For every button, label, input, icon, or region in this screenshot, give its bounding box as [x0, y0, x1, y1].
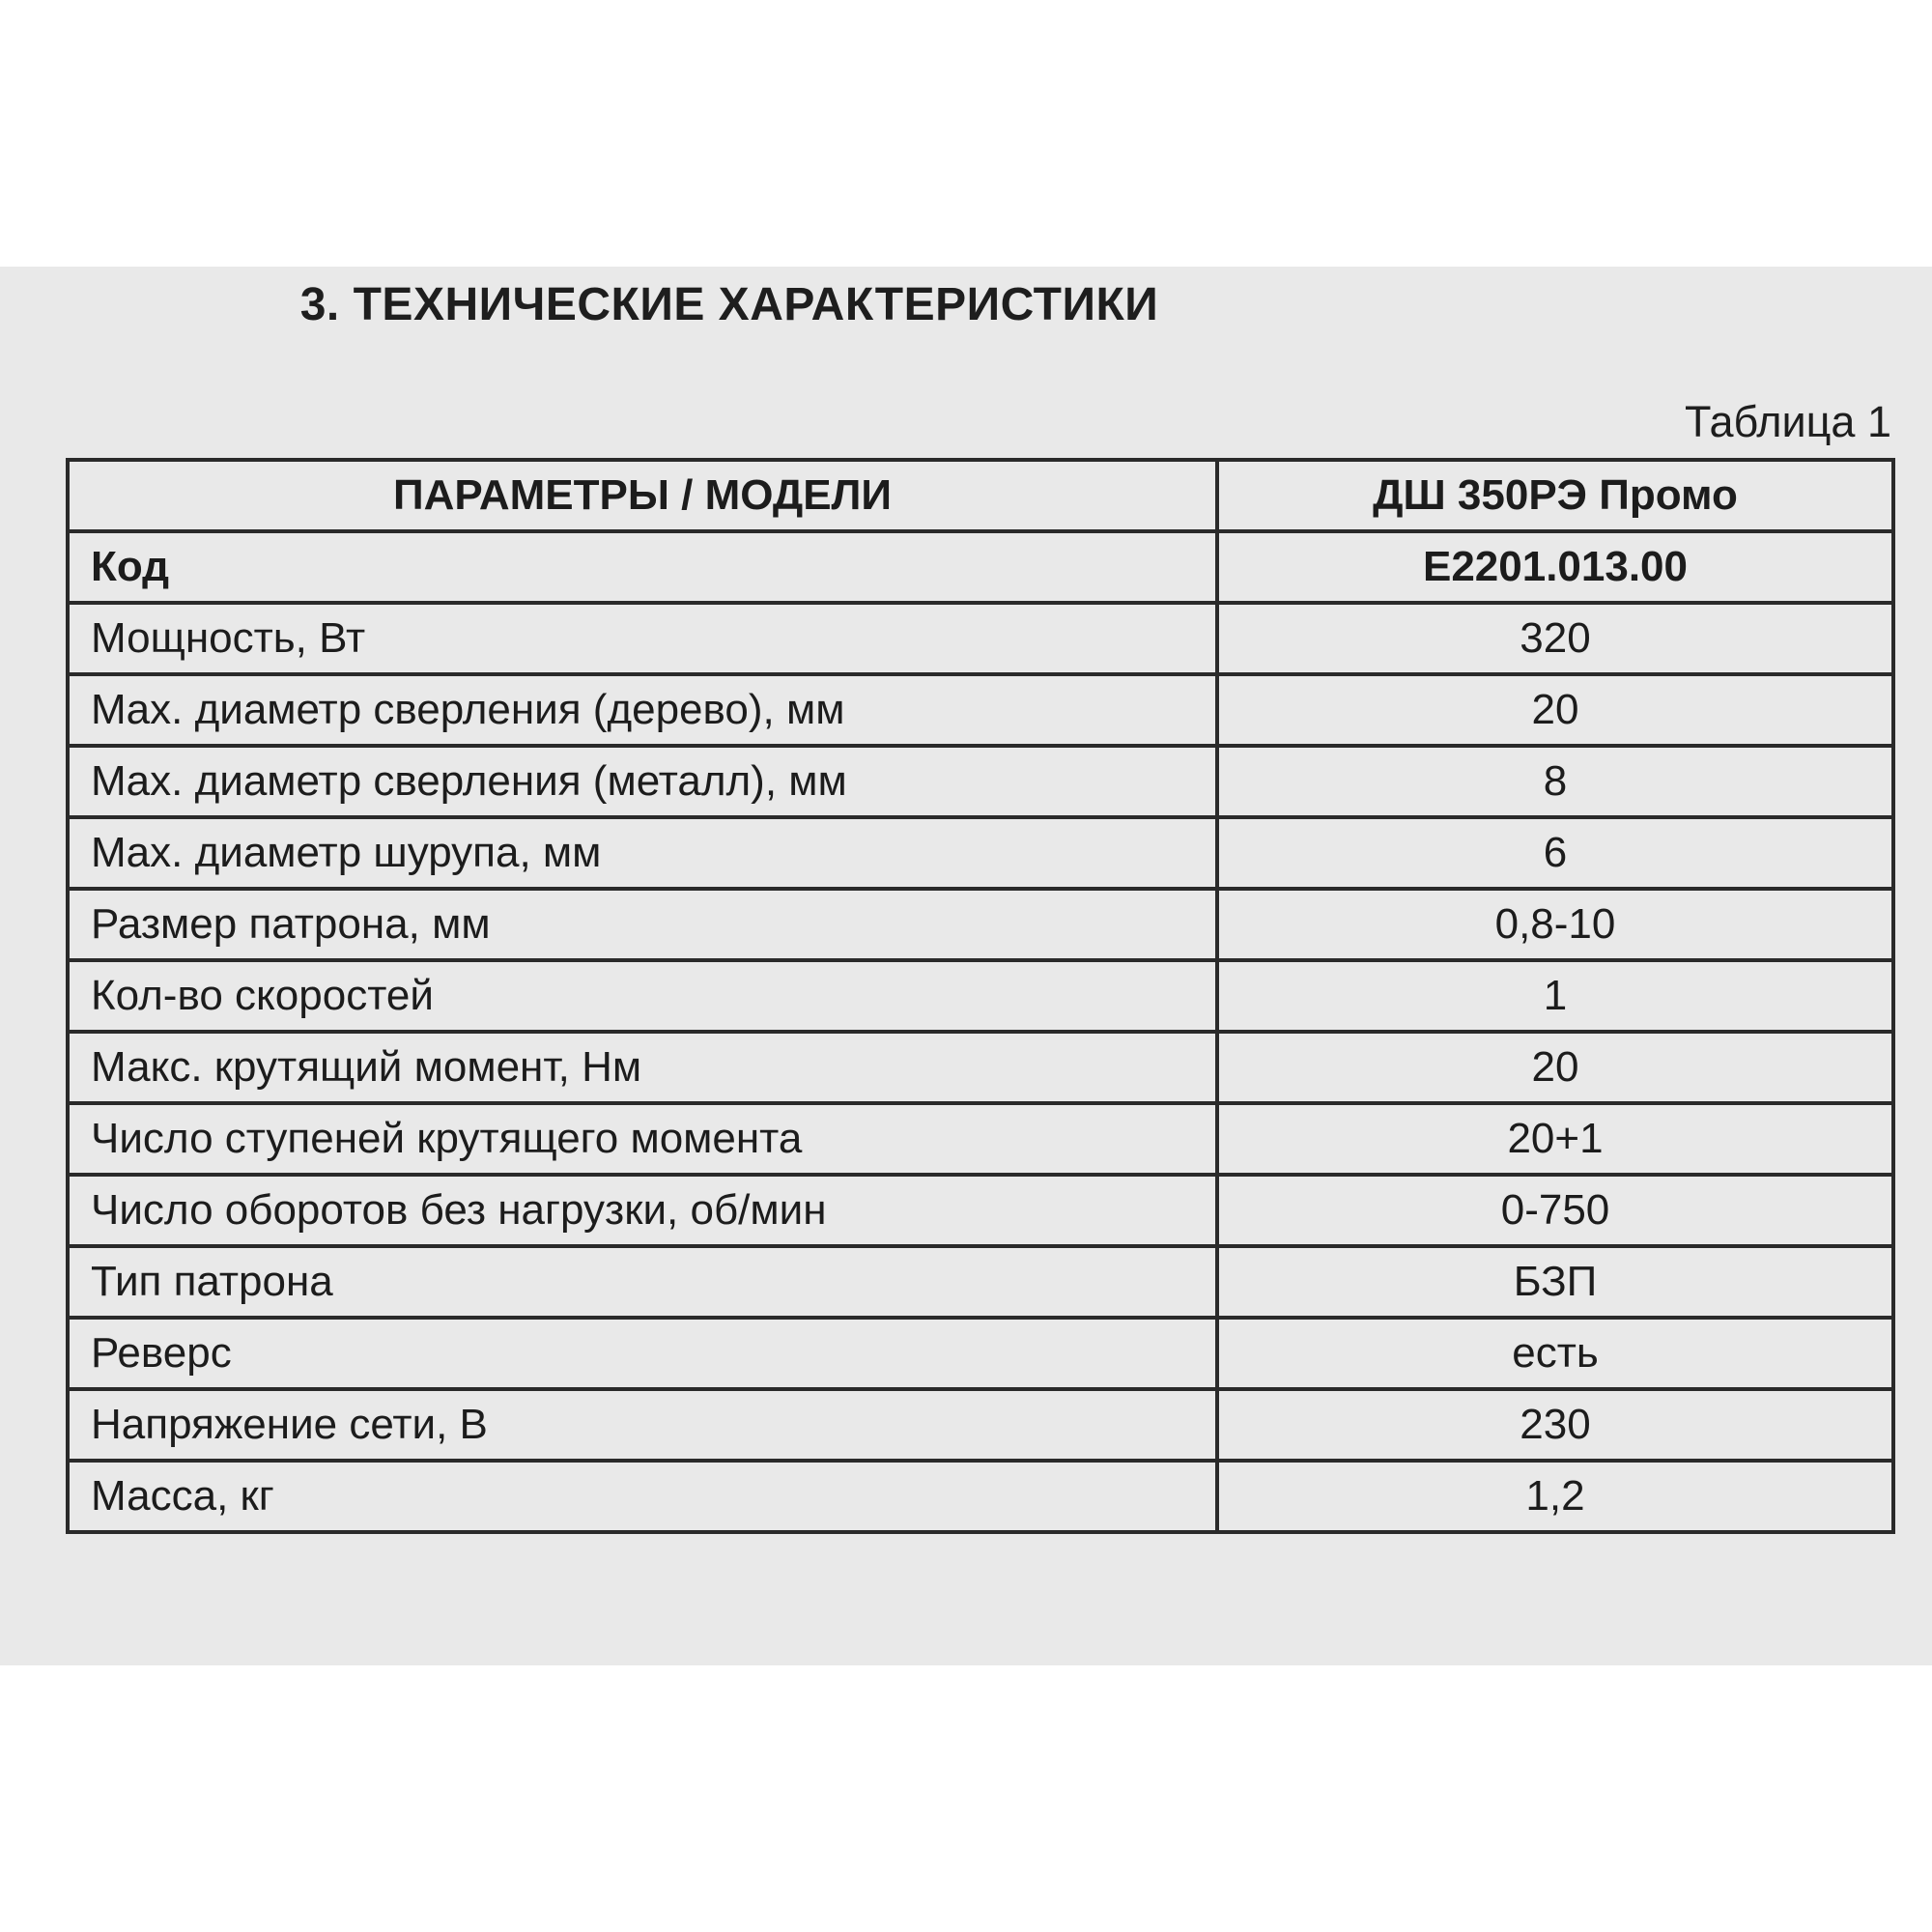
row-value: 20 — [1217, 1032, 1893, 1103]
table-row — [68, 531, 1893, 603]
row-value: есть — [1217, 1318, 1893, 1389]
header-parameters: ПАРАМЕТРЫ / МОДЕЛИ — [68, 460, 1217, 531]
row-value: 1,2 — [1217, 1461, 1893, 1532]
table-row — [68, 1032, 1893, 1103]
table-row — [68, 1318, 1893, 1389]
table-header-row — [68, 460, 1893, 531]
table-row — [68, 1103, 1893, 1175]
row-label: Реверс — [68, 1318, 1217, 1389]
table-row — [68, 960, 1893, 1032]
row-label: Кол-во скоростей — [68, 960, 1217, 1032]
header-model: ДШ 350РЭ Промо — [1217, 460, 1893, 531]
table-row — [68, 817, 1893, 889]
specifications-table — [66, 458, 1895, 1534]
row-value: 6 — [1217, 817, 1893, 889]
row-value: Е2201.013.00 — [1217, 531, 1893, 603]
table-caption: Таблица 1 — [1685, 397, 1891, 446]
row-label: Мощность, Вт — [68, 603, 1217, 674]
row-label: Тип патрона — [68, 1246, 1217, 1318]
table-row — [68, 889, 1893, 960]
row-value: 1 — [1217, 960, 1893, 1032]
table-row — [68, 1175, 1893, 1246]
row-label: Max. диаметр сверления (дерево), мм — [68, 674, 1217, 746]
table-row — [68, 1389, 1893, 1461]
row-label: Max. диаметр сверления (металл), мм — [68, 746, 1217, 817]
document-page — [0, 267, 1932, 1665]
table-row — [68, 1461, 1893, 1532]
row-label: Код — [68, 531, 1217, 603]
row-label: Число оборотов без нагрузки, об/мин — [68, 1175, 1217, 1246]
row-label: Масса, кг — [68, 1461, 1217, 1532]
row-value: 20 — [1217, 674, 1893, 746]
row-label: Max. диаметр шурупа, мм — [68, 817, 1217, 889]
section-title: 3. ТЕХНИЧЕСКИЕ ХАРАКТЕРИСТИКИ — [299, 279, 1159, 330]
row-value: 230 — [1217, 1389, 1893, 1461]
row-value: 0-750 — [1217, 1175, 1893, 1246]
row-value: 0,8-10 — [1217, 889, 1893, 960]
row-label: Напряжение сети, В — [68, 1389, 1217, 1461]
row-label: Число ступеней крутящего момента — [68, 1103, 1217, 1175]
row-value: 20+1 — [1217, 1103, 1893, 1175]
row-value: БЗП — [1217, 1246, 1893, 1318]
table-row — [68, 674, 1893, 746]
row-value: 8 — [1217, 746, 1893, 817]
table-row — [68, 746, 1893, 817]
table-row — [68, 603, 1893, 674]
row-value: 320 — [1217, 603, 1893, 674]
row-label: Размер патрона, мм — [68, 889, 1217, 960]
row-label: Макс. крутящий момент, Нм — [68, 1032, 1217, 1103]
table-row — [68, 1246, 1893, 1318]
